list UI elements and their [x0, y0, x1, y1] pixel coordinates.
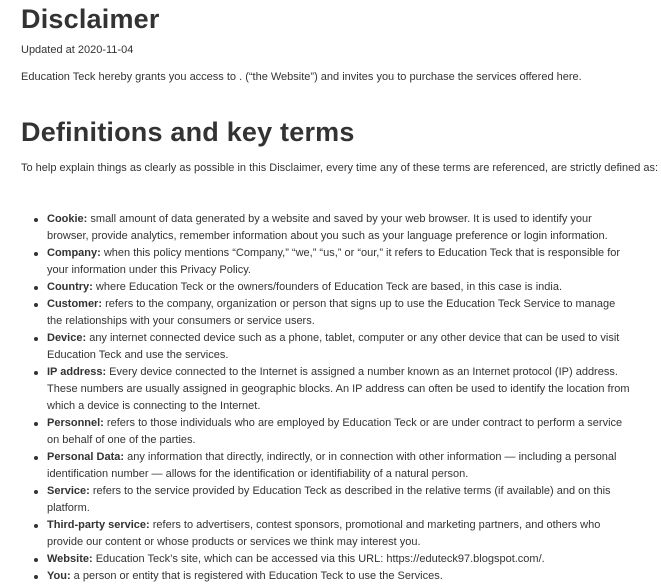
term: IP address: [47, 366, 107, 378]
definition-text: refers to those individuals who are employed by Education Teck or are under contract to perform a service on behalf of one of the parties. [47, 417, 623, 446]
definition-you [47, 568, 661, 585]
definition-text: refers to the company, organization or person that signs up to use the Education Teck Service to manage the relationships with your consumers or service users. [47, 298, 616, 327]
term: Country: [47, 281, 93, 293]
definitions-heading: Definitions and key terms [21, 117, 355, 147]
term: Customer: [47, 298, 103, 310]
definition-ip-address [47, 364, 661, 415]
definition-text: Every device connected to the Internet is assigned a number known as an Internet protocol (IP) address. These numbers are usually assigned in geographic blocks. An IP address can often be used to identify the location from which a device is connecting to the Internet. [47, 366, 630, 412]
definition-service [47, 483, 661, 517]
definitions-list [21, 211, 661, 585]
term: Company: [47, 247, 101, 259]
definition-customer [47, 296, 661, 330]
term: Device: [47, 332, 87, 344]
definition-device [47, 330, 661, 364]
term: Personal Data: [47, 451, 125, 463]
definition-text: small amount of data generated by a website and saved by your web browser. It is used to identify your browser, provide analytics, remember information about you such as your language preference or login information. [47, 213, 608, 242]
page-title: Disclaimer [21, 4, 160, 34]
definition-third-party-service [47, 517, 661, 551]
term: You: [47, 570, 71, 582]
definition-cookie [47, 211, 661, 245]
term: Cookie: [47, 213, 88, 225]
intro-paragraph: Education Teck hereby grants you access to . (“the Website”) and invites you to purchase the services offered here. [21, 71, 582, 83]
definition-text: any internet connected device such as a phone, tablet, computer or any other device that can be used to visit Education Teck and use the services. [47, 332, 620, 361]
definition-company [47, 245, 661, 279]
term: Personnel: [47, 417, 104, 429]
definition-personnel [47, 415, 661, 449]
definitions-intro: To help explain things as clearly as possible in this Disclaimer, every time any of these terms are referenced, are strictly defined as: [21, 162, 659, 174]
definition-personal-data [47, 449, 661, 483]
term: Website: [47, 553, 93, 565]
definition-text: refers to the service provided by Education Teck as described in the relative terms (if available) and on this platform. [47, 485, 611, 514]
definition-text: when this policy mentions “Company,” “we,” “us,” or “our,” it refers to Education Teck that is responsible for your information under this Privacy Policy. [47, 247, 621, 276]
definition-text: where Education Teck or the owners/founders of Education Teck are based, in this case is india. [92, 281, 563, 293]
definition-website [47, 551, 661, 568]
definition-country [47, 279, 661, 296]
definition-text: refers to advertisers, contest sponsors, promotional and marketing partners, and others who provide our content or whose products or services we think may interest you. [47, 519, 601, 548]
term: Service: [47, 485, 90, 497]
term: Third-party service: [47, 519, 150, 531]
definition-text: Education Teck’s site, which can be accessed via this URL: https://eduteck97.blogspot.com/. [92, 553, 545, 565]
definition-text: a person or entity that is registered with Education Teck to use the Services. [70, 570, 443, 582]
definition-text: any information that directly, indirectly, or in connection with other information — including a personal identification number — allows for the identification or identifiability of a natural person. [47, 451, 617, 480]
updated-date: Updated at 2020-11-04 [21, 44, 134, 56]
